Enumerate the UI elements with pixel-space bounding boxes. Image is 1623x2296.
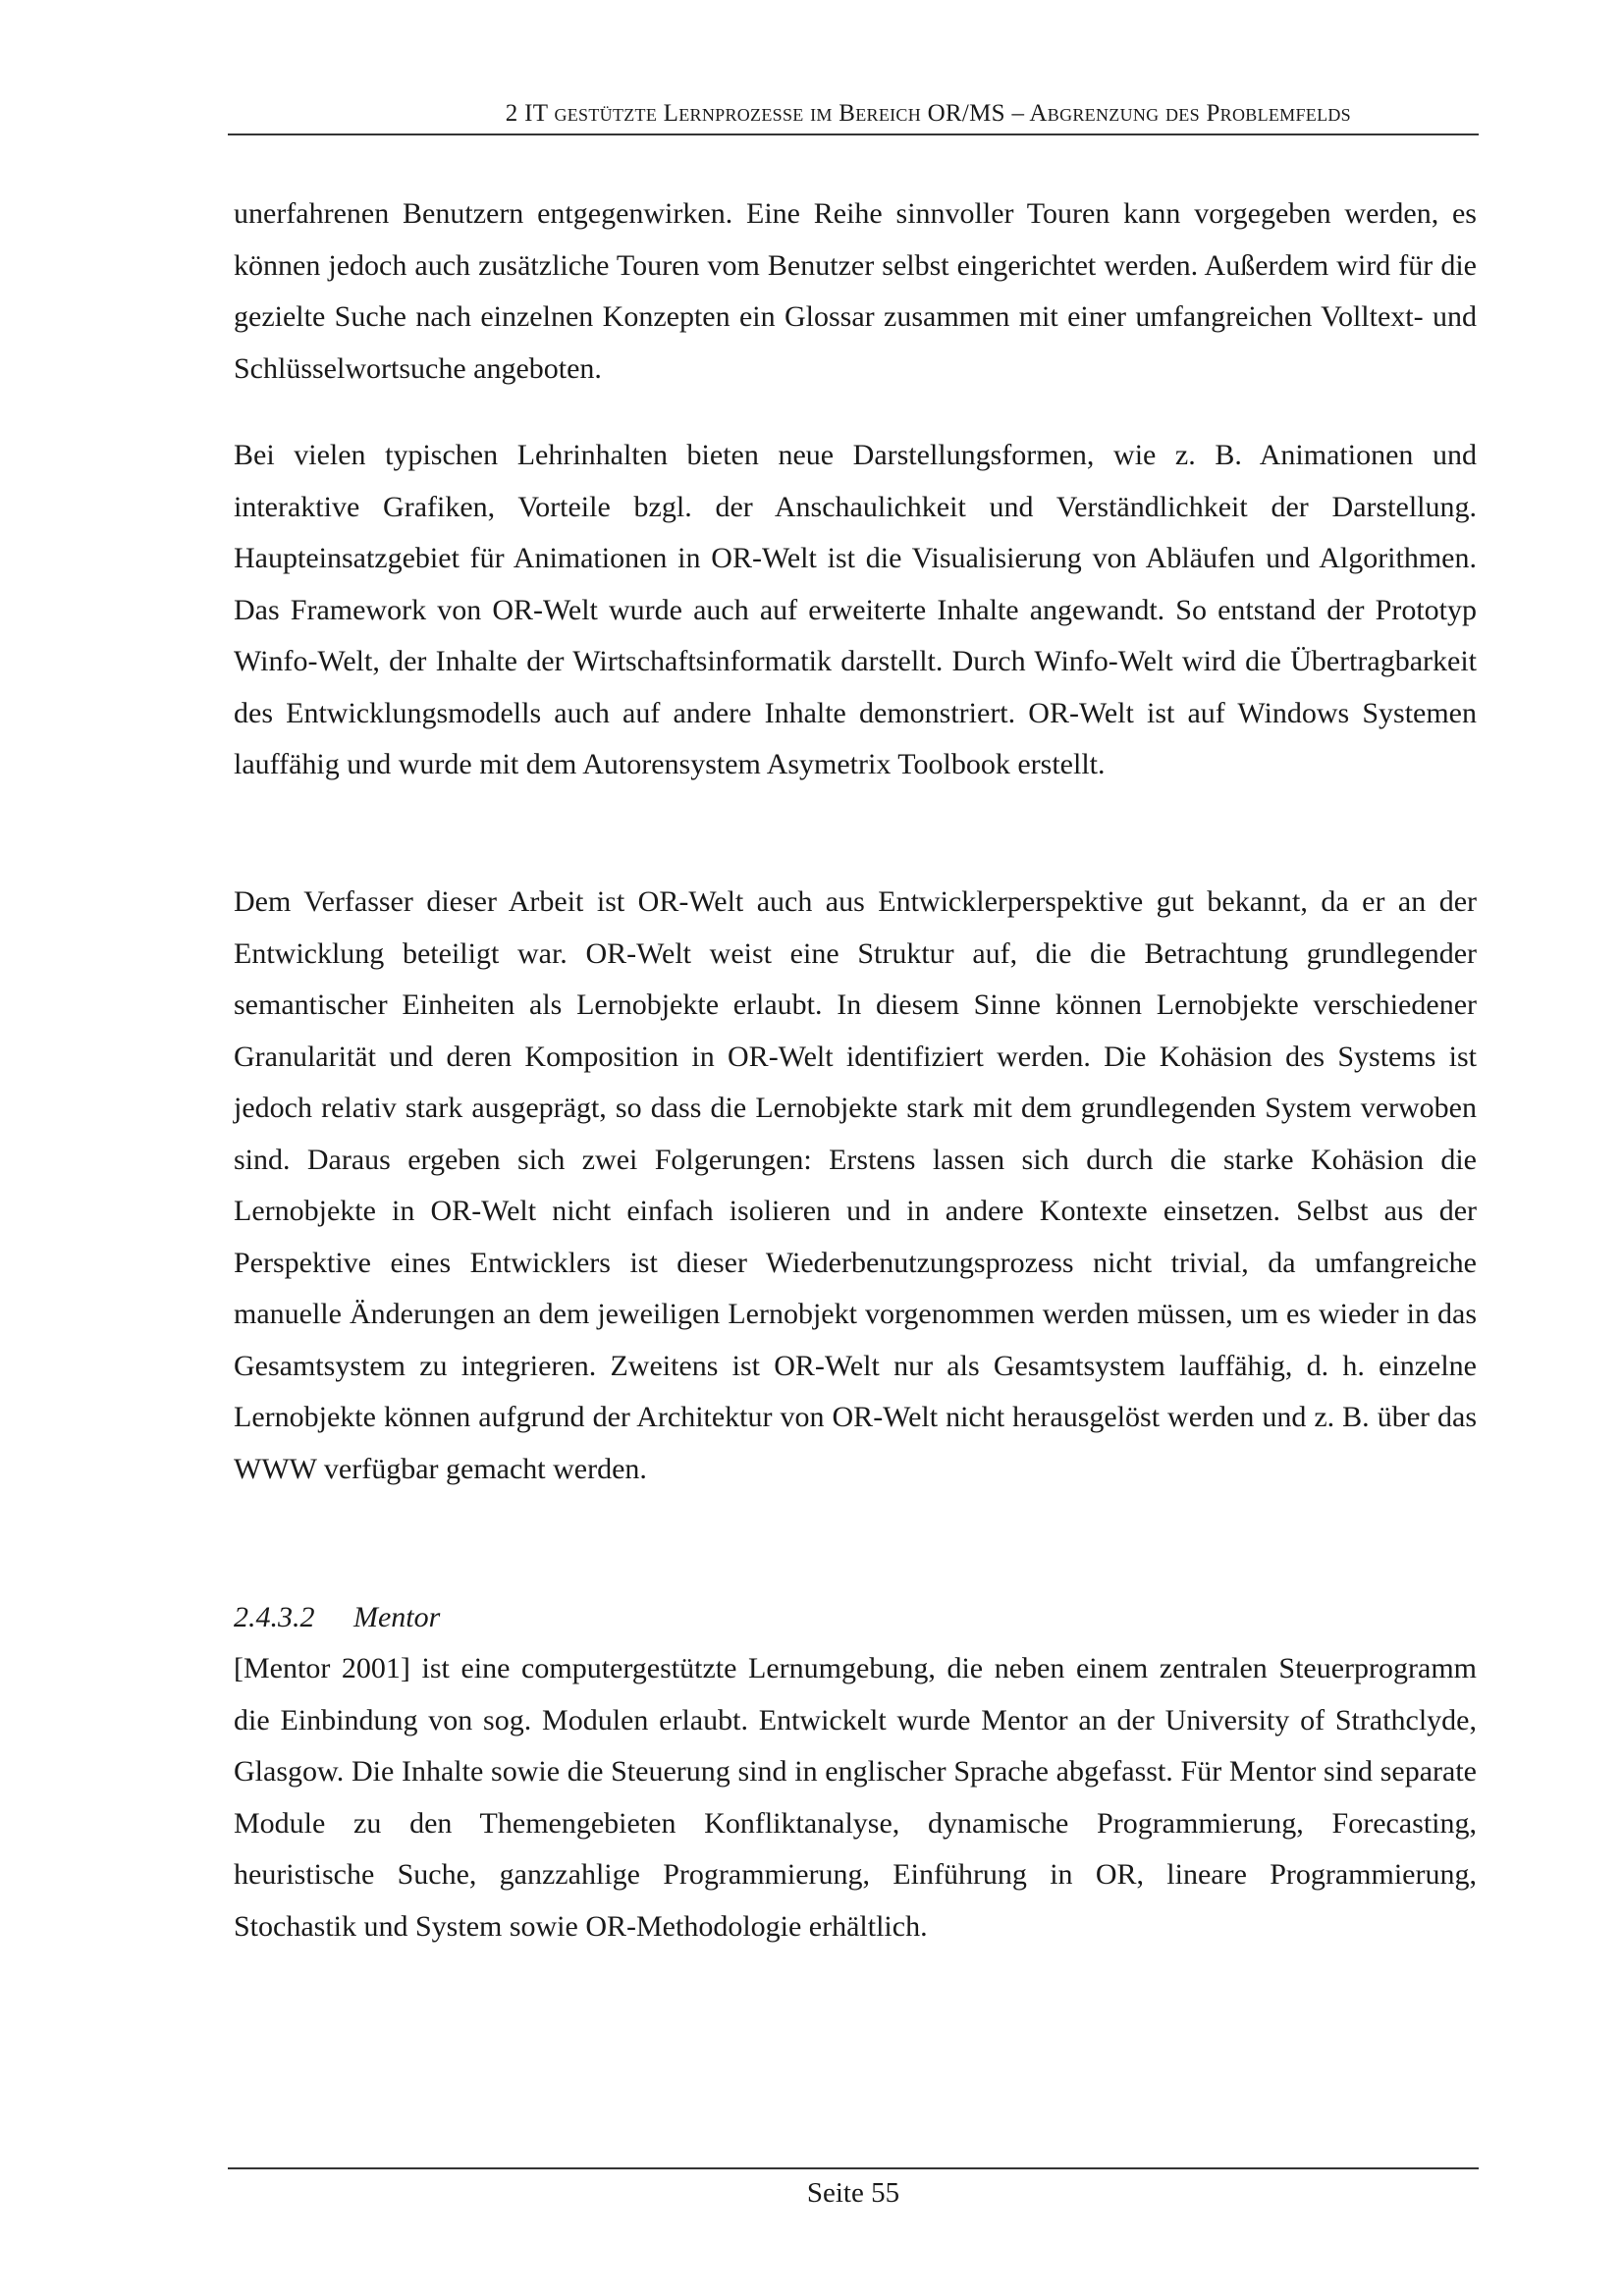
page-number: Seite 55 [806, 2177, 900, 2209]
section-heading-mentor [234, 1592, 440, 1643]
paragraph-touren: unerfahrenen Benutzern entgegenwirken. Eine Reihe sinnvoller Touren kann vorgegeben werden, es können jedoch auch zusätzliche Touren vom Benutzer selbst eingerichtet werden. Außerdem wird für die gezielte Suche nach einzelnen Konzepten ein Glossar zusammen mit einer umfangreichen Volltext- und Schlüsselwortsuche angeboten. [234, 197, 1477, 385]
paragraph-darstellungsformen: Bei vielen typischen Lehrinhalten bieten neue Darstellungsformen, wie z. B. Animationen und interaktive Grafiken, Vorteile bzgl. der Anschaulichkeit und Verständlichkeit der Darstellung. Haupteinsatzgebiet für Animationen in OR-Welt ist die Visualisierung von Abläufen und Algorithmen. Das Framework von OR-Welt wurde auch auf erweiterte Inhalte angewandt. So entstand der Prototyp Winfo-Welt, der Inhalte der Wirtschaftsinformatik darstellt. Durch Winfo-Welt wird die Übertragbarkeit des Entwicklungsmodells auch auf andere Inhalte demonstriert. OR-Welt ist auf Windows Systemen lauffähig und wurde mit dem Autorensystem Asymetrix Toolbook erstellt. [234, 439, 1477, 780]
paragraph-mentor: [Mentor 2001] ist eine computergestützte Lernumgebung, die neben einem zentralen Steuerprogramm die Einbindung von sog. Modulen erlaubt. Entwickelt wurde Mentor an der University of Strathclyde, Glasgow. Die Inhalte sowie die Steuerung sind in englischer Sprache abgefasst. Für Mentor sind separate Module zu den Themengebieten Konfliktanalyse, dynamische Programmierung, Forecasting, heuristische Suche, ganzzahlige Programmierung, Einführung in OR, lineare Programmierung, Stochastik und System sowie OR-Methodologie erhältlich. [234, 1652, 1477, 1943]
footer-rule [228, 2167, 1479, 2169]
running-header-title: 2 IT gestützte Lernprozesse im Bereich OR/MS – Abgrenzung des Problemfelds [505, 100, 1351, 127]
running-header [228, 98, 1479, 135]
paragraph-entwicklerperspektive: Dem Verfasser dieser Arbeit ist OR-Welt auch aus Entwicklerperspektive gut bekannt, da er an der Entwicklung beteiligt war. OR-Welt weist eine Struktur auf, die die Betrachtung grundlegender semantischer Einheiten als Lernobjekte erlaubt. In diesem Sinne können Lernobjekte verschiedener Granularität und deren Komposition in OR-Welt identifiziert werden. Die Kohäsion des Systems ist jedoch relativ stark ausgeprägt, so dass die Lernobjekte stark mit dem grundlegenden System verwoben sind. Daraus ergeben sich zwei Folgerungen: Erstens lassen sich durch die starke Kohäsion die Lernobjekte in OR-Welt nicht einfach isolieren und in andere Kontexte einsetzen. Selbst aus der Perspektive eines Entwicklers ist dieser Wiederbenutzungsprozess nicht trivial, da umfangreiche manuelle Änderungen an dem jeweiligen Lernobjekt vorgenommen werden müssen, um es wieder in das Gesamtsystem zu integrieren. Zweitens ist OR-Welt nur als Gesamtsystem lauffähig, d. h. einzelne Lernobjekte können aufgrund der Architektur von OR-Welt nicht herausgelöst werden und z. B. über das WWW verfügbar gemacht werden. [234, 885, 1477, 1485]
section-number: 2.4.3.2 [234, 1601, 315, 1633]
section-title: Mentor [353, 1601, 441, 1633]
